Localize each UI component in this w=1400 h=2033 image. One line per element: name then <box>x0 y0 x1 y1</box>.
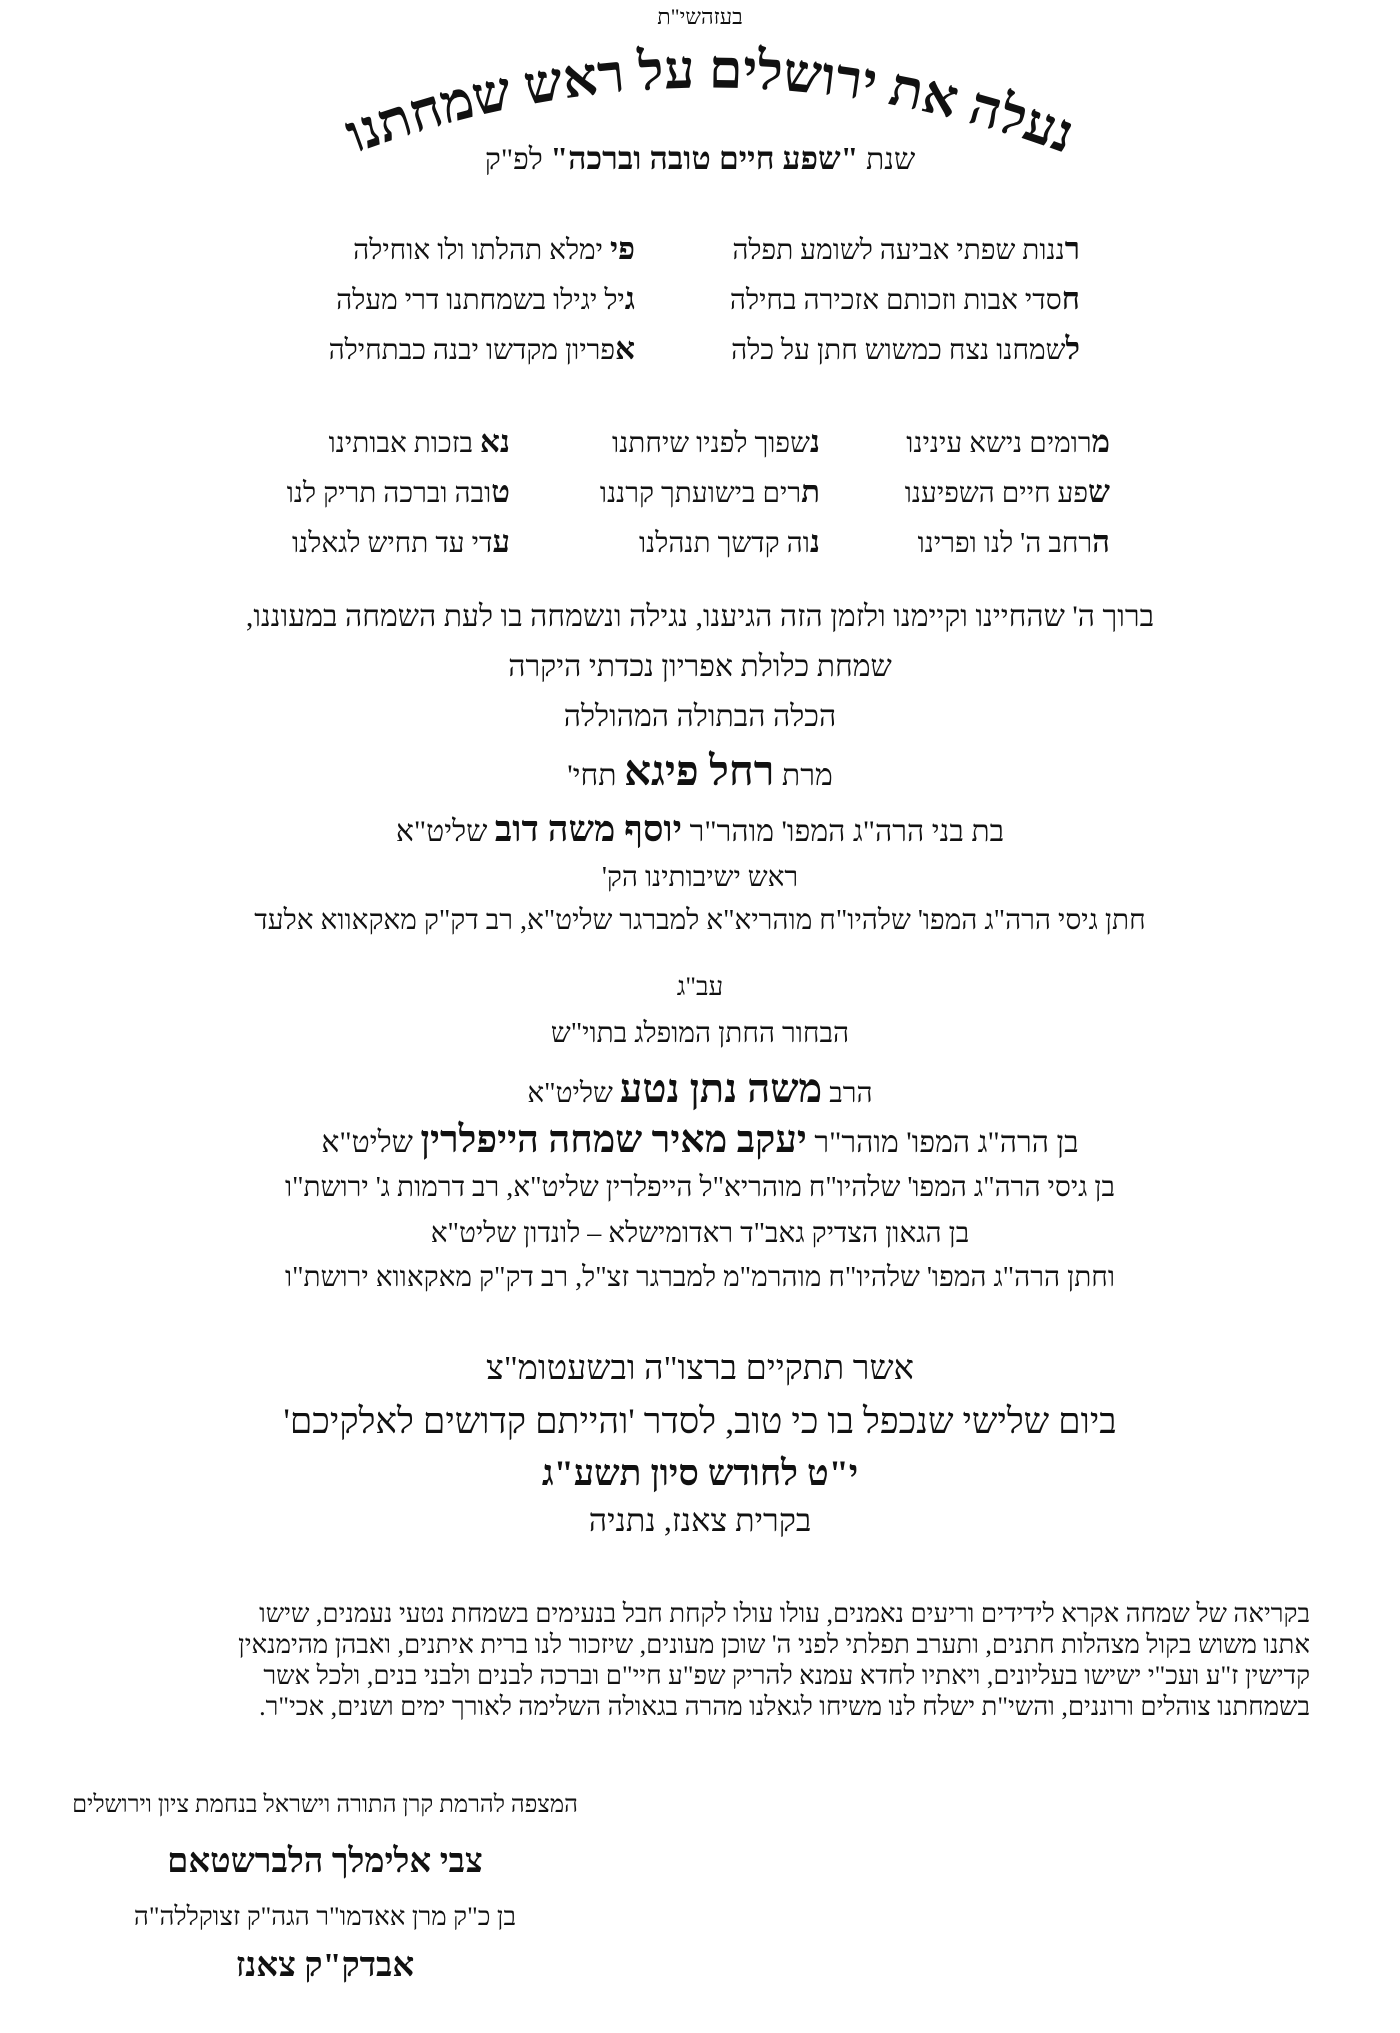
poem-line <box>520 518 820 568</box>
bride-name-prefix: מרת <box>781 759 833 792</box>
poem-text: בזכות אבותינו <box>328 428 480 459</box>
blessing-line: בשמחתנו צוהלים ורוננים, והשי"ת ישלח לנו משיחו לגאלנו מהרה בגאולה השלימה לאורך ימים ושנים, אכי"ר. <box>259 1692 1310 1721</box>
bride-father-role: ראש ישיבותינו הק' <box>601 862 799 893</box>
year-quote: "שפע חיים טובה וברכה" <box>550 140 859 176</box>
acrostic-initial: ע <box>492 524 510 559</box>
event-date: י"ט לחודש סיון תשע"ג <box>541 1453 859 1493</box>
acrostic-initial: ת <box>801 474 820 509</box>
blessing-line: קדישין ז"ע ועכ"י ישישו בעליונים, ויאתיו לחדא עמנא להריק שפ"ע חיי"ם וברכה לבנים ולבני בנים, ולכל אשר <box>263 1661 1310 1690</box>
arched-title-text: נעלה את ירושלים על ראש שמחתנו <box>337 40 1082 160</box>
acrostic-initial: נ <box>809 424 820 459</box>
poem-line <box>880 468 1110 518</box>
groom-father-suffix: שליט"א <box>321 1126 413 1159</box>
blessing-line: אתנו משוש בקול מצהלות חתנים, ותערב תפלתי לפני ה' שוכן מעונים, שיזכור לנו ברית איתנים, ואבהן מהימנאין <box>238 1630 1310 1659</box>
poem-line <box>210 468 510 518</box>
poem-line <box>680 325 1080 375</box>
poem-text: שמחנו נצח כמשוש חתן על כלה <box>731 335 1066 366</box>
acrostic-initial: נא <box>480 424 510 459</box>
acrostic-initial: פי <box>610 231 635 266</box>
poem-text: רים בישועתך קרננו <box>599 478 802 509</box>
poem-line <box>210 518 510 568</box>
groom-lineage-line: בן הגאון הצדיק גאב"ד ראדומישלא – לונדון שליט"א <box>430 1218 970 1249</box>
acrostic-initial: ט <box>491 474 510 509</box>
poem-text: פריון מקדשו יבנה כבתחילה <box>328 335 616 366</box>
bride-father-suffix: שליט"א <box>395 815 488 848</box>
groom-connector: עב"ג <box>676 972 724 1001</box>
celebration-line: שמחת כלולת אפריון נכדתי היקרה <box>508 650 892 683</box>
signature-lineage: בן כ"ק מרן אאדמו"ר הגה"ק זצוקללה"ה <box>133 1902 517 1931</box>
signature-name: צבי אלימלך הלברשטאם <box>167 1843 483 1880</box>
poem-text: יל יגילו בשמחתנו דרי מעלה <box>336 285 625 316</box>
poem-stanza-2-column-2 <box>520 418 820 568</box>
groom-name-suffix: שליט"א <box>527 1078 613 1109</box>
blessing-line: בקריאה של שמחה אקרא לידידים וריעים נאמנים, עולו עולו לקחת חבל בנעימים בשמחת נטעי נעמנים, שישו <box>259 1599 1310 1628</box>
poem-line <box>520 468 820 518</box>
poem-line <box>880 518 1110 568</box>
opening-blessing: ברוך ה' שהחיינו וקיימנו ולזמן הזה הגיענו, נגילה ונשמחה בו לעת השמחה במעוננו, <box>245 600 1155 633</box>
bride-grandfather-line: חתן גיסי הרה"ג המפו' שלהיו"ח מוהריא"א למברגר שליט"א, רב דק"ק מאקאווא אלעד <box>254 905 1146 936</box>
acrostic-initial: ל <box>1065 331 1080 366</box>
groom-name-line <box>0 1065 1400 1112</box>
poem-line <box>520 418 820 468</box>
bride-title: הכלה הבתולה המהוללה <box>563 700 837 733</box>
bride-name: רחל פיגא <box>624 749 775 795</box>
year-suffix: לפ"ק <box>484 143 543 176</box>
blessing-paragraph <box>20 1598 1310 1722</box>
acrostic-initial: מ <box>1091 424 1110 459</box>
signature-tagline: המצפה להרמת קרן התורה וישראל בנחמת ציון וירושלים <box>72 1792 578 1818</box>
event-location: בקרית צאנז, נתניה <box>588 1502 812 1538</box>
acrostic-initial: ר <box>1064 231 1080 266</box>
poem-stanza-2-column-1 <box>880 418 1110 568</box>
poem-text: רחב ה' לנו ופרינו <box>917 528 1093 559</box>
poem-line <box>255 275 635 325</box>
poem-line <box>255 325 635 375</box>
bride-name-line <box>0 748 1400 796</box>
poem-stanza-2-column-3 <box>210 418 510 568</box>
event-intro: אשר תתקיים ברצו"ה ובשעטומ"צ <box>486 1350 914 1387</box>
acrostic-initial: ח <box>1061 281 1080 316</box>
bride-father-name: יוסף משה דוב <box>494 809 683 849</box>
poem-line <box>680 275 1080 325</box>
groom-name: משה נתן נטע <box>619 1066 823 1111</box>
groom-title: הבחור החתן המופלג בתוי"ש <box>550 1018 850 1049</box>
poem-text: ימלא תהלתו ולו אוחילה <box>353 235 610 266</box>
event-day: ביום שלישי שנכפל בו כי טוב, לסדר 'והייתם קדושים לאלקיכם' <box>283 1401 1117 1441</box>
signature-title: אבדק"ק צאנז <box>235 1947 415 1984</box>
poem-text: סדי אבות וזכותם אזכירה בחילה <box>729 285 1062 316</box>
poem-line <box>680 225 1080 275</box>
groom-lineage-line: בן גיסי הרה"ג המפו' שלהיו"ח מוהריא"ל הייפלרין שליט"א, רב דרמות ג' ירושת"ו <box>284 1172 1116 1203</box>
header-abbreviation: בעזהשי"ת <box>657 4 743 29</box>
bride-father-prefix: בת בני הרה"ג המפו' מוהר"ר <box>689 815 1005 848</box>
poem-text: די עד תחיש לגאלנו <box>292 528 493 559</box>
poem-line <box>255 225 635 275</box>
acrostic-initial: ש <box>1088 474 1110 509</box>
poem-text: וה קדשך תנהלנו <box>638 528 810 559</box>
acrostic-initial: ה <box>1092 524 1110 559</box>
poem-line <box>210 418 510 468</box>
poem-stanza-1-left <box>255 225 635 375</box>
bride-father-line <box>0 808 1400 850</box>
acrostic-initial: ג <box>624 281 635 316</box>
acrostic-initial: א <box>615 331 635 366</box>
year-line <box>0 140 1400 177</box>
poem-text: רומים נישא עינינו <box>906 428 1092 459</box>
groom-lineage-line: וחתן הרה"ג המפו' שלהיו"ח מוהרמ"מ למברגר זצ"ל, רב דק"ק מאקאווא ירושת"ו <box>284 1262 1116 1293</box>
acrostic-initial: נ <box>809 524 820 559</box>
poem-text: ננות שפתי אביעה לשומע תפלה <box>732 235 1065 266</box>
poem-text: שפוך לפניו שיחתנו <box>612 428 810 459</box>
groom-father-line <box>0 1118 1400 1162</box>
poem-line <box>880 418 1110 468</box>
bride-name-suffix: תחי' <box>567 759 617 792</box>
year-prefix: שנת <box>865 143 916 176</box>
poem-text: ובה וברכה תריק לנו <box>286 478 492 509</box>
groom-name-prefix: הרב <box>829 1078 873 1109</box>
poem-stanza-1-right <box>680 225 1080 375</box>
groom-father-name: יעקב מאיר שמחה הייפלרין <box>420 1119 807 1161</box>
groom-father-prefix: בן הרה"ג המפו' מוהר"ר <box>814 1126 1079 1159</box>
poem-text: פע חיים השפיענו <box>904 478 1089 509</box>
